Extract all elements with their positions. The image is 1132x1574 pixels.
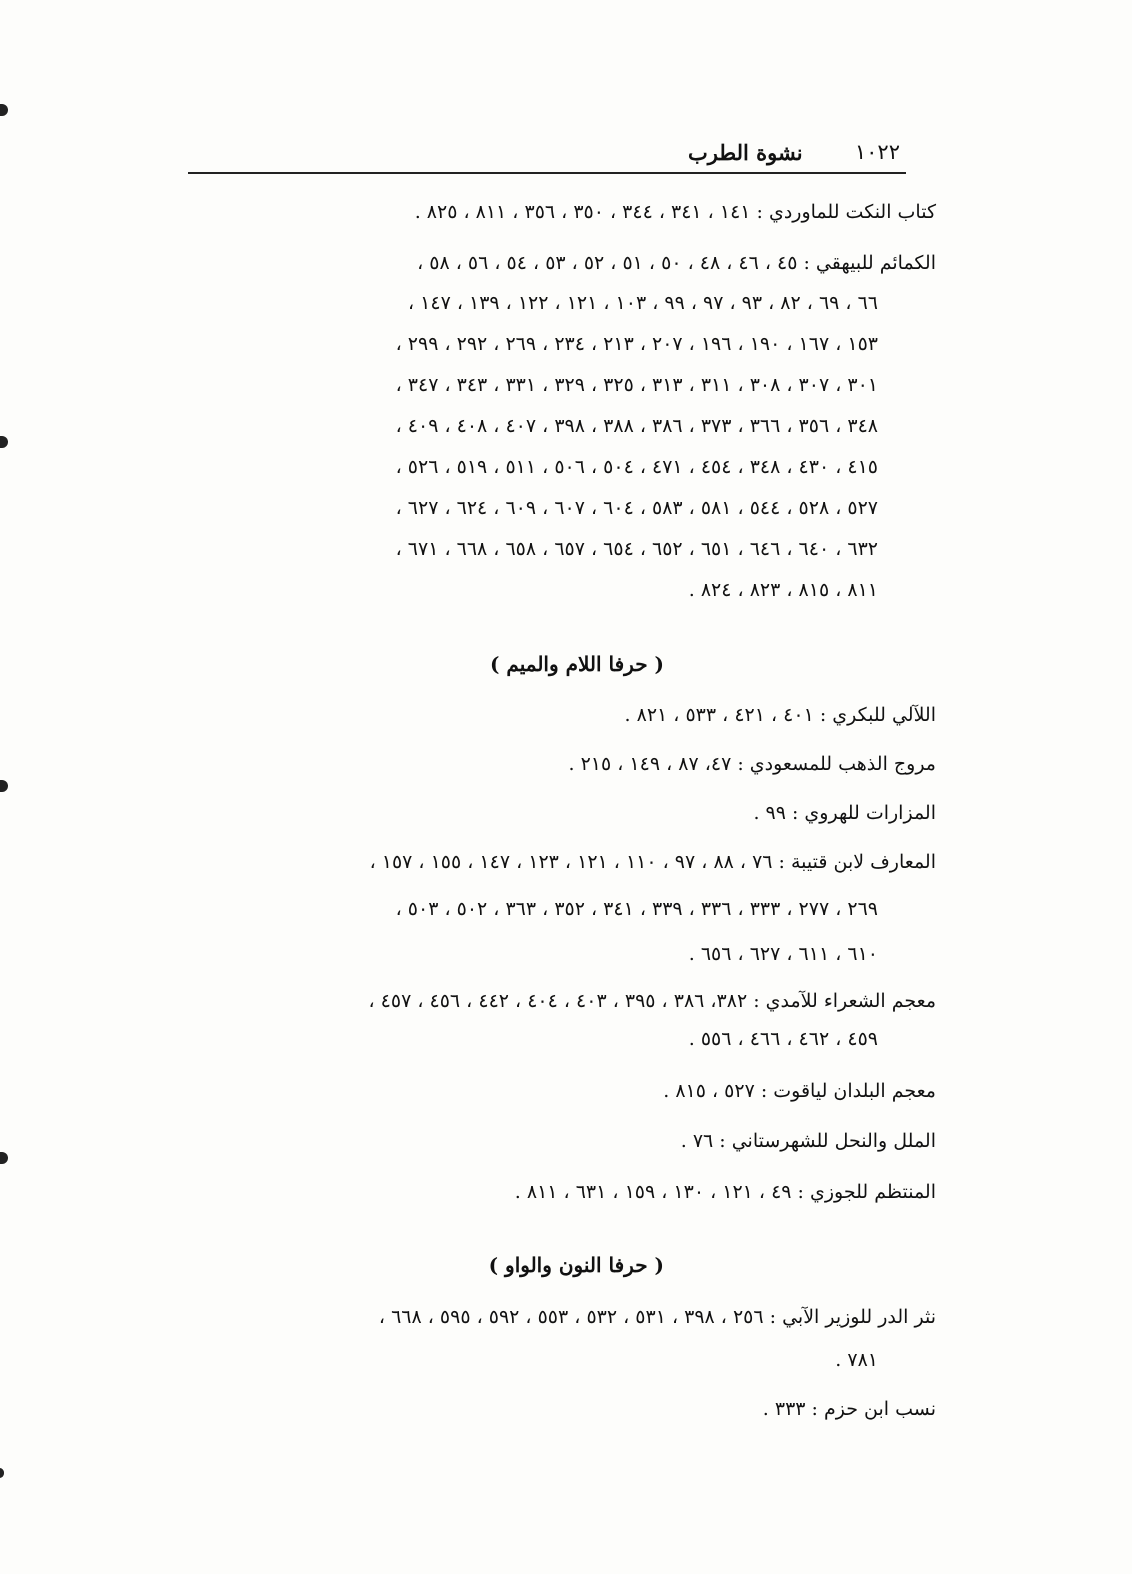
index-entry-continuation: ٤١٥ ، ٤٣٠ ، ٣٤٨ ، ٤٥٤ ، ٤٧١ ، ٥٠٤ ، ٥٠٦ ، ٥١١ ، ٥١٩ ، ٥٢٦ ، — [395, 456, 878, 478]
scan-edge-mark — [0, 1152, 8, 1164]
page-number: ١٠٢٢ — [854, 140, 900, 164]
scan-edge-mark — [0, 436, 8, 448]
index-entry-continuation: ٣٠١ ، ٣٠٧ ، ٣٠٨ ، ٣١١ ، ٣١٣ ، ٣٢٥ ، ٣٢٩ ، ٣٣١ ، ٣٤٣ ، ٣٤٧ ، — [395, 374, 878, 396]
index-entry-nasab: نسب ابن حزم : ٣٣٣ . — [762, 1398, 936, 1420]
index-entry-mujam-buldan: معجم البلدان لياقوت : ٥٢٧ ، ٨١٥ . — [663, 1080, 936, 1102]
index-entry-kamaim: الكمائم للبيهقي : ٤٥ ، ٤٦ ، ٤٨ ، ٥٠ ، ٥١ ، ٥٢ ، ٥٣ ، ٥٤ ، ٥٦ ، ٥٨ ، — [417, 252, 936, 274]
running-header — [188, 138, 906, 174]
index-entry-continuation: ٥٢٧ ، ٥٢٨ ، ٥٤٤ ، ٥٨١ ، ٥٨٣ ، ٦٠٤ ، ٦٠٧ ، ٦٠٩ ، ٦٢٤ ، ٦٢٧ ، — [395, 497, 878, 519]
index-entry-muntazam: المنتظم للجوزي : ٤٩ ، ١٢١ ، ١٣٠ ، ١٥٩ ، ٦٣١ ، ٨١١ . — [514, 1181, 936, 1203]
index-entry-continuation: ٤٥٩ ، ٤٦٢ ، ٤٦٦ ، ٥٥٦ . — [688, 1028, 878, 1050]
index-entry-continuation: ٣٤٨ ، ٣٥٦ ، ٣٦٦ ، ٣٧٣ ، ٣٨٦ ، ٣٨٨ ، ٣٩٨ ، ٤٠٧ ، ٤٠٨ ، ٤٠٩ ، — [395, 415, 878, 437]
index-entry-nathr: نثر الدر للوزير الآبي : ٢٥٦ ، ٣٩٨ ، ٥٣١ ، ٥٣٢ ، ٥٥٣ ، ٥٩٢ ، ٥٩٥ ، ٦٦٨ ، — [378, 1306, 936, 1328]
scan-edge-mark — [0, 780, 8, 792]
index-entry-continuation: ٨١١ ، ٨١٥ ، ٨٢٣ ، ٨٢٤ . — [688, 579, 878, 601]
scan-edge-mark — [0, 104, 8, 116]
section-heading-nun-waw: ( حرفا النون والواو ) — [488, 1253, 664, 1277]
section-heading-lam-mim: ( حرفا اللام والميم ) — [489, 652, 664, 676]
index-entry-continuation: ١٥٣ ، ١٦٧ ، ١٩٠ ، ١٩٦ ، ٢٠٧ ، ٢١٣ ، ٢٣٤ ، ٢٦٩ ، ٢٩٢ ، ٢٩٩ ، — [395, 333, 878, 355]
scan-edge-mark — [0, 1468, 4, 1478]
page-title: نشوة الطرب — [688, 140, 803, 165]
index-entry-mujam-shuara: معجم الشعراء للآمدي : ٣٨٢، ٣٨٦ ، ٣٩٥ ، ٤٠٣ ، ٤٠٤ ، ٤٤٢ ، ٤٥٦ ، ٤٥٧ ، — [368, 990, 936, 1012]
index-entry-continuation: ٦٦ ، ٦٩ ، ٨٢ ، ٩٣ ، ٩٧ ، ٩٩ ، ١٠٣ ، ١٢١ ، ١٢٢ ، ١٣٩ ، ١٤٧ ، — [407, 292, 878, 314]
index-entry-continuation: ٧٨١ . — [835, 1349, 878, 1371]
index-entry-muruj: مروج الذهب للمسعودي : ٤٧، ٨٧ ، ١٤٩ ، ٢١٥ . — [568, 753, 936, 775]
index-entry-nukat: كتاب النكت للماوردي : ١٤١ ، ٣٤١ ، ٣٤٤ ، ٣٥٠ ، ٣٥٦ ، ٨١١ ، ٨٢٥ . — [414, 201, 936, 223]
index-entry-milal: الملل والنحل للشهرستاني : ٧٦ . — [680, 1130, 936, 1152]
index-entry-continuation: ٦٣٢ ، ٦٤٠ ، ٦٤٦ ، ٦٥١ ، ٦٥٢ ، ٦٥٤ ، ٦٥٧ ، ٦٥٨ ، ٦٦٨ ، ٦٧١ ، — [395, 538, 878, 560]
index-entry-continuation: ٦١٠ ، ٦١١ ، ٦٢٧ ، ٦٥٦ . — [688, 943, 878, 965]
index-entry-laali: اللآلي للبكري : ٤٠١ ، ٤٢١ ، ٥٣٣ ، ٨٢١ . — [624, 704, 936, 726]
index-entry-mazarat: المزارات للهروي : ٩٩ . — [753, 802, 936, 824]
index-entry-continuation: ٢٦٩ ، ٢٧٧ ، ٣٣٣ ، ٣٣٦ ، ٣٣٩ ، ٣٤١ ، ٣٥٢ ، ٣٦٣ ، ٥٠٢ ، ٥٠٣ ، — [395, 898, 878, 920]
index-entry-maarif: المعارف لابن قتيبة : ٧٦ ، ٨٨ ، ٩٧ ، ١١٠ ، ١٢١ ، ١٢٣ ، ١٤٧ ، ١٥٥ ، ١٥٧ ، — [369, 851, 936, 873]
